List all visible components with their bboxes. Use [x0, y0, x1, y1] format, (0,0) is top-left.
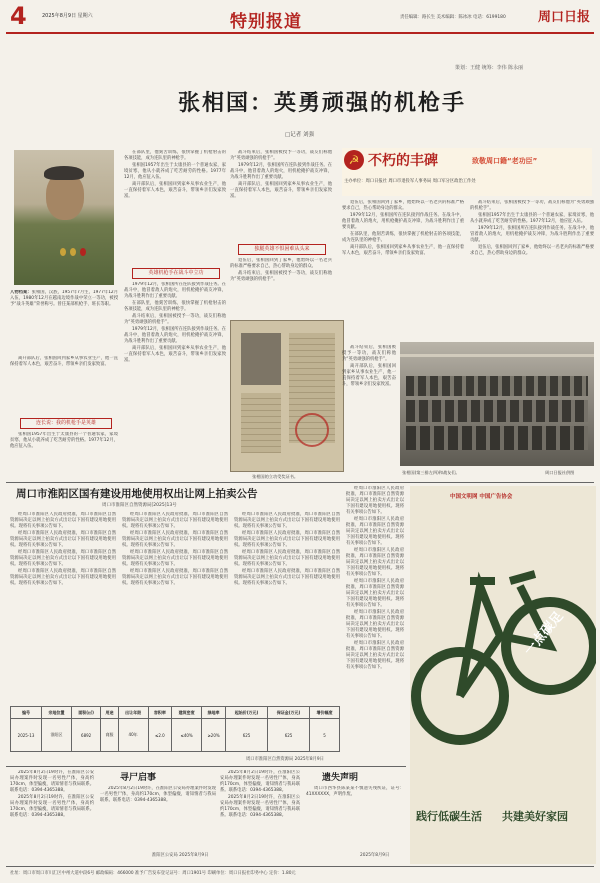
portrait-caption-title: 人物档案： — [10, 290, 32, 295]
footer-rule — [6, 866, 594, 867]
lost-side-text: 2025年8月2日19时许，在淮阳区公安局办理案件时发现一名男性尸体，身高约170cm，体型偏瘦，请知情者与我局联系。联系电话：0394-4365388。 2025年8月2日19时许，在淮阳区公安局办理案件时发现一名男性尸体，身高约170cm，体型偏瘦，请知情者与我局联系。联系电话：0394-4365388。 — [10, 770, 94, 818]
feature-title: 张相国：英勇顽强的机枪手 — [178, 90, 467, 116]
lost-title: 寻尸启事 — [120, 773, 157, 783]
ad-slogan-2: 共建美好家园 — [502, 810, 568, 823]
banner-hosts: 主办单位：周口日报社 周口市退役军人事务局 周口军分区政治工作处 — [344, 179, 476, 184]
lost-body: 2025年8月2日19时许，在淮阳区公安局办理案件时发现一名男性尸体，身高约170cm，体型偏瘦，请知情者与我局联系。联系电话：0394-4365388。 — [100, 786, 216, 803]
table-row: 2025-13 淮阳区 6892 商服 40年 ≤2.0 ≤40% ≥20% 625 625 5 — [11, 719, 340, 752]
loss-body: 周口市西华县陈某某不慎遗失残疾证，证号：41XXXXXX，声明作废。 — [306, 786, 404, 797]
section-title: 特别报道 — [230, 12, 302, 32]
group-photo — [400, 342, 594, 466]
body-col4: 退伍后，张相国回到了家乡，他始终以一名老兵的标准严格要求自己，热心帮助身边的群众。 1979年12月，张相国所在连队接到作战任务。在战斗中，他冒着敌人的炮火，用机枪掩护战友冲锋，为战斗胜利作出了重要贡献。 在部队里，他刻苦训练，很快掌握了机枪射击的各项技能，成为连队里的神枪手。 离开部队后，张相国回到家乡从事农业生产，他一直保持着军人本色，艰苦奋斗，带领乡亲们发家致富。 — [342, 200, 464, 256]
lost-footer: 淮阳区公安局 2025年8月9日 — [152, 853, 209, 858]
header-editors: 责任编辑：路长生 美术编辑：陈冰冰 电话：6199180 — [400, 15, 506, 20]
body-col6: 战斗结束后，张相国被授予一等功，战友们称他为“英勇顽强的机枪手”。 离开部队后，张相国回到家乡从事农业生产，他一直保持着军人本色，艰苦奋斗，带领乡亲们发家致富。 — [342, 345, 396, 387]
lost-right-text: 2025年8月2日19时许，在淮阳区公安局办理案件时发现一名男性尸体，身高约170cm，体型偏瘦，请知情者与我局联系。联系电话：0394-4365388。 2025年8月2日19时许，在淮阳区公安局办理案件时发现一名男性尸体，身高约170cm，体型偏瘦，请知情者与我局联系。联系电话：0394-4365388。 — [220, 770, 300, 818]
notice-table — [10, 706, 340, 752]
banner-title: 不朽的丰碑 — [368, 153, 438, 169]
notice-footer: 周口市淮阳区自然资源局 2025年8月9日 — [246, 757, 324, 762]
notice-title: 周口市淮阳区国有建设用地使用权出让网上拍卖公告 — [16, 488, 258, 500]
body-col3: 战斗结束后，张相国被授予一等功，战友们称他为“英勇顽强的机枪手”。 1979年12月，张相国所在连队接到作战任务。在战斗中，他冒着敌人的炮火，用机枪掩护战友冲锋，为战斗胜利作出了重要贡献。 离开部队后，张相国回到家乡从事农业生产，他一直保持着军人本色，艰苦奋斗，带领乡亲们发家致富。 — [230, 150, 332, 199]
bicycle-icon — [410, 526, 596, 796]
loss-title: 遗失声明 — [322, 773, 359, 783]
loss-footer: 2025年8月9日 — [360, 853, 390, 858]
body-col2b: 1979年12月，张相国所在连队接到作战任务。在战斗中，他冒着敌人的炮火，用机枪掩护战友冲锋，为战斗胜利作出了重要贡献。 在部队里，他刻苦训练，很快掌握了机枪射击的各项技能，成为连队里的神枪手。 战斗结束后，张相国被授予一等功，战友们称他为“英勇顽强的机枪手”。 1979年12月，张相国所在连队接到作战任务。在战斗中，他冒着敌人的炮火，用机枪掩护战友冲锋，为战斗胜利作出了重要贡献。 离开部队后，张相国回到家乡从事农业生产，他一直保持着军人本色，艰苦奋斗，带领乡亲们发家致富。 — [124, 282, 226, 363]
portrait-caption: 张相国，汉族，1957年7月生，1977年12月入伍，1980年12月在越南边境作战中荣立一等功，被授予“战斗英雄”荣誉称号。曾任某部机枪手、班长等职。 — [10, 290, 118, 307]
subhead-2: 英雄机枪手在战斗中立功 — [132, 268, 220, 279]
feature-byline: □记者 刘强 — [285, 132, 314, 138]
portrait-photo — [14, 150, 114, 285]
header-rule — [6, 32, 594, 34]
notice-doc-no: 周口市淮阳区自然资源局[2025]13号 — [102, 503, 177, 508]
header-date: 2025年8月9日 星期六 — [42, 13, 93, 19]
feature-credits: 策划：王健 统筹：李伟 陈永丽 — [455, 65, 524, 71]
section-divider — [6, 482, 594, 483]
certificate-photo — [230, 320, 344, 472]
body-col5: 战斗结束后，张相国被授予一等功，战友们称他为“英勇顽强的机枪手”。 张相国1957年出生于太康县的一个普通农家，家境贫寒，他从小就养成了吃苦耐劳的性格。1977年12月，他应征入伍。 1979年12月，张相国所在连队接到作战任务。在战斗中，他冒着敌人的炮火，用机枪掩护战友冲锋，为战斗胜利作出了重要贡献。 退伍后，张相国回到了家乡，他始终以一名老兵的标准严格要求自己，热心帮助身边的群众。 — [470, 200, 594, 256]
footer-text: 社址：周口市周口市川汇区中州大道中段6号 邮政编码：466000 准予广告发布登记证号：周口1901号 印刷单位：周口日报社印务中心 定价：1.80元 — [10, 871, 296, 876]
subhead-1: 连长说：我的机枪手是英雄 — [20, 418, 112, 429]
photo1-caption: 张相国的立功受奖证书。 — [252, 474, 299, 479]
party-emblem-icon: ☭ — [344, 150, 364, 170]
paper-name: 周口日报 — [538, 10, 591, 25]
notice-body: 经周口市淮阳区人民政府批准，周口市淮阳区自然资源局决定以网上拍卖方式出让以下国有建设用地使用权。现将有关事项公告如下。 经周口市淮阳区人民政府批准，周口市淮阳区自然资源局决定以网上拍卖方式出让以下国有建设用地使用权。现将有关事项公告如下。 经周口市淮阳区人民政府批准，周口市淮阳区自然资源局决定以网上拍卖方式出让以下国有建设用地使用权。现将有关事项公告如下。 经周口市淮阳区人民政府批准，周口市淮阳区自然资源局决定以网上拍卖方式出让以下国有建设用地使用权。现将有关事项公告如下。 经周口市淮阳区人民政府批准，周口市淮阳区自然资源局决定以网上拍卖方式出让以下国有建设用地使用权。现将有关事项公告如下。 经周口市淮阳区人民政府批准，周口市淮阳区自然资源局决定以网上拍卖方式出让以下国有建设用地使用权。现将有关事项公告如下。 经周口市淮阳区人民政府批准，周口市淮阳区自然资源局决定以网上拍卖方式出让以下国有建设用地使用权。现将有关事项公告如下。 经周口市淮阳区人民政府批准，周口市淮阳区自然资源局决定以网上拍卖方式出让以下国有建设用地使用权。现将有关事项公告如下。 经周口市淮阳区人民政府批准，周口市淮阳区自然资源局决定以网上拍卖方式出让以下国有建设用地使用权。现将有关事项公告如下。 经周口市淮阳区人民政府批准，周口市淮阳区自然资源局决定以网上拍卖方式出让以下国有建设用地使用权。现将有关事项公告如下。 经周口市淮阳区人民政府批准，周口市淮阳区自然资源局决定以网上拍卖方式出让以下国有建设用地使用权。现将有关事项公告如下。 经周口市淮阳区人民政府批准，周口市淮阳区自然资源局决定以网上拍卖方式出让以下国有建设用地使用权。现将有关事项公告如下。 — [10, 512, 340, 586]
subhead-3: 独腿英雄不惧困难从头来 — [238, 244, 326, 255]
ad-logo-text: 中国文明网 中国广告协会 — [450, 494, 513, 500]
photo2-caption: 张相国(第三排左四)和战友们。 — [402, 470, 460, 475]
banner-subtitle: 致敬周口籍“老功臣” — [472, 157, 538, 165]
lower-divider — [6, 766, 406, 767]
ad-panel — [410, 486, 596, 864]
body-col2: 在部队里，他刻苦训练，很快掌握了机枪射击的各项技能，成为连队里的神枪手。 张相国1957年出生于太康县的一个普通农家，家境贫寒，他从小就养成了吃苦耐劳的性格。1977年12月，他应征入伍。 离开部队后，张相国回到家乡从事农业生产，他一直保持着军人本色，艰苦奋斗，带领乡亲们发家致富。 — [124, 150, 226, 199]
page-number: 4 — [10, 2, 27, 30]
notice-body-right: 经周口市淮阳区人民政府批准，周口市淮阳区自然资源局决定以网上拍卖方式出让以下国有建设用地使用权。现将有关事项公告如下。 经周口市淮阳区人民政府批准，周口市淮阳区自然资源局决定以网上拍卖方式出让以下国有建设用地使用权。现将有关事项公告如下。 经周口市淮阳区人民政府批准，周口市淮阳区自然资源局决定以网上拍卖方式出让以下国有建设用地使用权。现将有关事项公告如下。 经周口市淮阳区人民政府批准，周口市淮阳区自然资源局决定以网上拍卖方式出让以下国有建设用地使用权。现将有关事项公告如下。 经周口市淮阳区人民政府批准，周口市淮阳区自然资源局决定以网上拍卖方式出让以下国有建设用地使用权。现将有关事项公告如下。 经周口市淮阳区人民政府批准，周口市淮阳区自然资源局决定以网上拍卖方式出让以下国有建设用地使用权。现将有关事项公告如下。 — [346, 486, 404, 670]
photo3-caption: 周口日报社供图 — [545, 470, 575, 475]
ad-slogan-1: 践行低碳生活 — [416, 810, 482, 823]
body-col1b: 张相国1957年出生于太康县的一个普通农家，家境贫寒，他从小就养成了吃苦耐劳的性格。1977年12月，他应征入伍。 — [10, 432, 118, 449]
body-col1: 离开部队后，张相国回到家乡从事农业生产，他一直保持着军人本色，艰苦奋斗，带领乡亲们发家致富。 — [10, 356, 118, 367]
ad-center-text: 一点碳足 — [521, 609, 567, 659]
body-col3b: 退伍后，张相国回到了家乡，他始终以一名老兵的标准严格要求自己，热心帮助身边的群众。 战斗结束后，张相国被授予一等功，战友们称他为“英勇顽强的机枪手”。 — [230, 258, 332, 282]
table-header-row: 编号 宗地位置 面积(㎡) 用途 出让年限 容积率 建筑密度 绿地率 起始价(万元) 保证金(万元) 增价幅度 — [11, 707, 340, 719]
banner — [342, 148, 592, 196]
